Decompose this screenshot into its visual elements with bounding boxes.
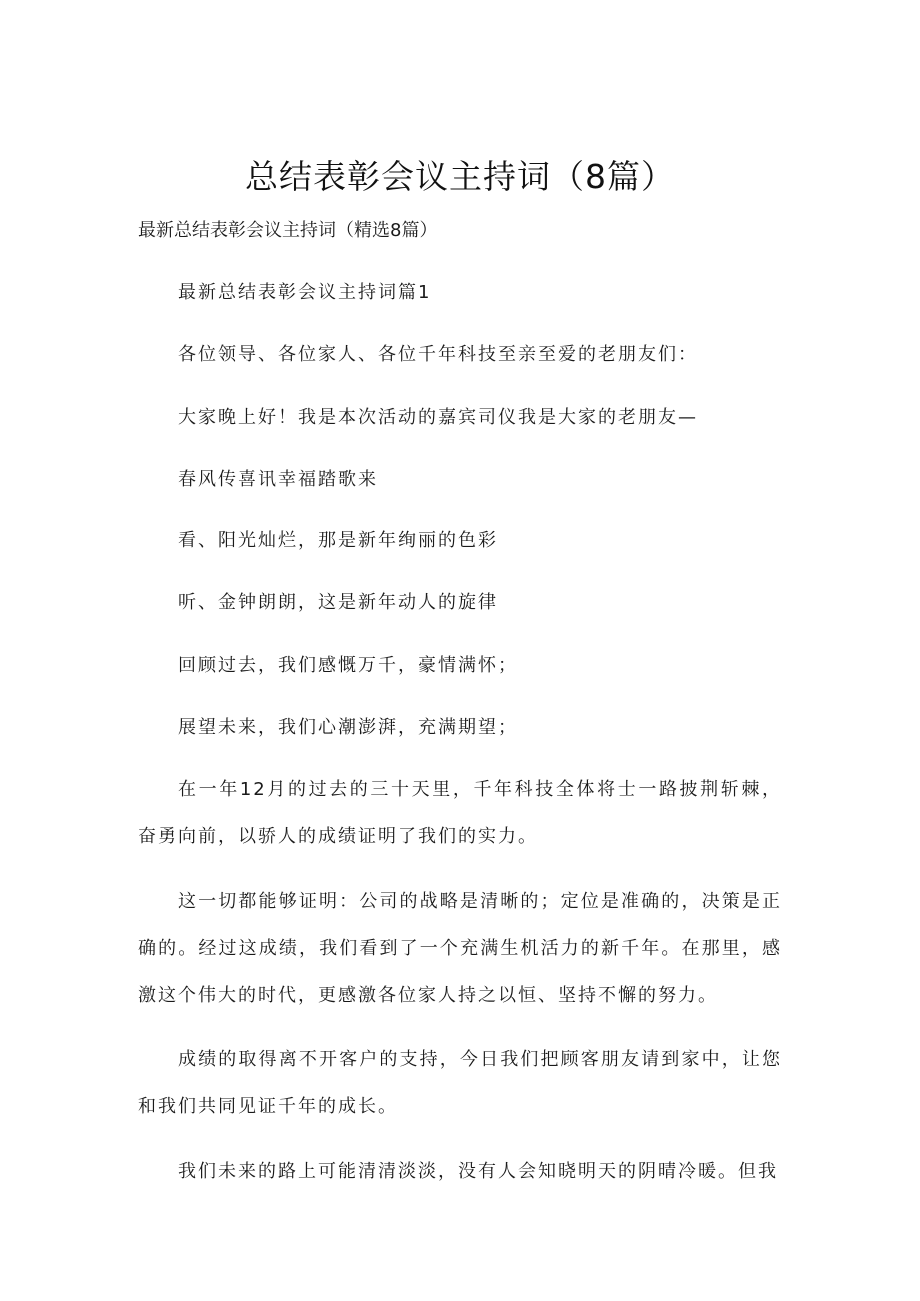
document-subtitle: 最新总结表彰会议主持词（精选8篇） xyxy=(138,220,438,241)
text-line: 展望未来，我们心潮澎湃，充满期望； xyxy=(178,717,518,738)
paragraph: 在一年12月的过去的三十天里，千年科技全体将士一路披荆斩棘，奋勇向前，以骄人的成绩证明了我们的实力。 xyxy=(138,779,782,847)
text-line: 回顾过去，我们感慨万千，豪情满怀； xyxy=(178,655,518,676)
text-line: 听、金钟朗朗，这是新年动人的旋律 xyxy=(178,592,498,613)
paragraph: 成绩的取得离不开客户的支持，今日我们把顾客朋友请到家中，让您和我们共同见证千年的成长。 xyxy=(138,1049,782,1117)
text-line: 春风传喜讯幸福踏歌来 xyxy=(178,469,378,490)
text-line: 大家晚上好！我是本次活动的嘉宾司仪我是大家的老朋友— xyxy=(178,407,698,428)
text-line: 看、阳光灿烂，那是新年绚丽的色彩 xyxy=(178,530,498,551)
text-line: 各位领导、各位家人、各位千年科技至亲至爱的老朋友们： xyxy=(178,344,698,365)
paragraph: 我们未来的路上可能清清淡淡，没有人会知晓明天的阴晴冷暖。但我 xyxy=(178,1161,778,1182)
section-heading: 最新总结表彰会议主持词篇1 xyxy=(178,282,432,303)
document-title: 总结表彰会议主持词（8篇） xyxy=(245,157,675,196)
paragraph: 这一切都能够证明：公司的战略是清晰的；定位是准确的，决策是正确的。经过这成绩，我们看到了一个充满生机活力的新千年。在那里，感激这个伟大的时代，更感激各位家人持之以恒、坚持不懈的努力。 xyxy=(138,891,782,1006)
